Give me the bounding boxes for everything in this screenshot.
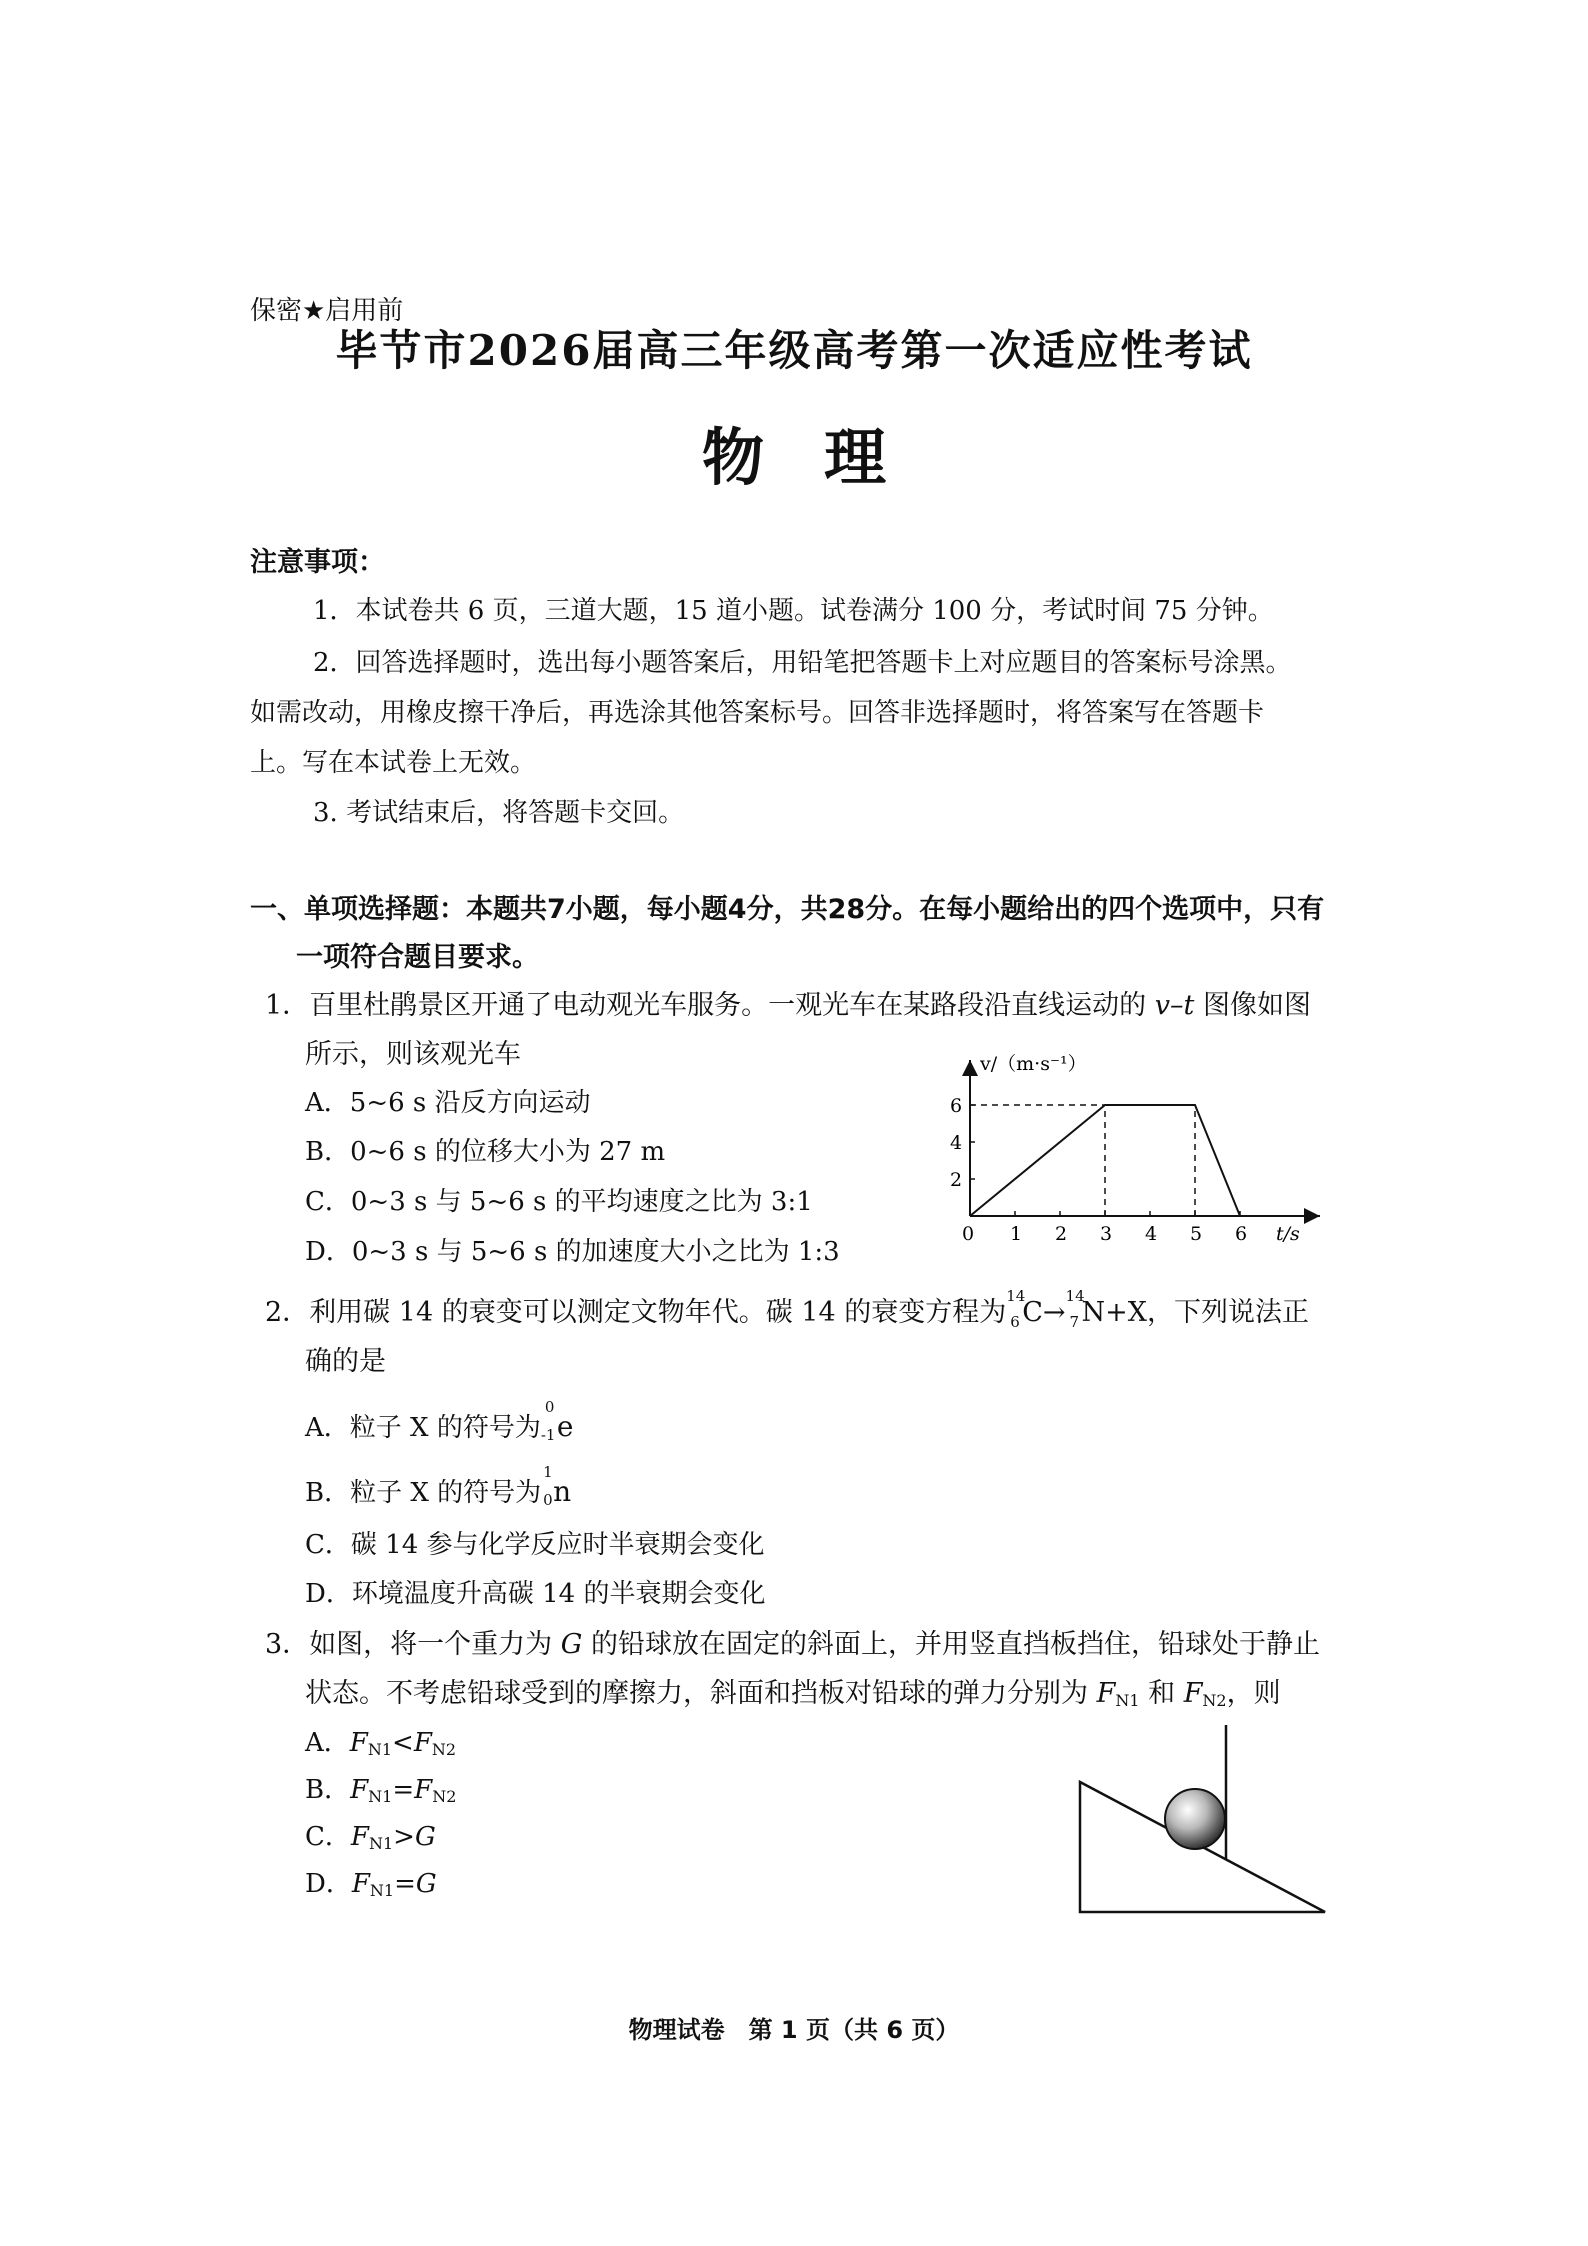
section-1-heading: 一、单项选择题：本题共7小题，每小题4分，共28分。在每小题给出的四个选项中，只有 bbox=[250, 894, 1325, 925]
arrow: → bbox=[1042, 1297, 1066, 1328]
section-1-heading-cont: 一项符合题目要求。 bbox=[296, 942, 539, 973]
y-axis-label: v/（m·s⁻¹） bbox=[980, 1053, 1087, 1075]
x-tick-label-1: 1 bbox=[1010, 1223, 1023, 1245]
subject-title: 物理 bbox=[701, 421, 946, 494]
page-footer: 物理试卷 第 1 页（共 6 页） bbox=[628, 2016, 960, 2044]
exam-title: 毕节市2026届高三年级高考第一次适应性考试 bbox=[335, 326, 1253, 375]
question-1 bbox=[265, 983, 1311, 1022]
q2-option-c: C．碳 14 参与化学反应时半衰期会变化 bbox=[305, 1530, 765, 1560]
question-number: 2． bbox=[265, 1297, 310, 1328]
question-3: 3．如图，将一个重力为 G 的铅球放在固定的斜面上，并用竖直挡板挡住，铅球处于静止 bbox=[265, 1629, 1320, 1660]
incline-diagram bbox=[1060, 1720, 1340, 1930]
electron-nuclide: 0 -1 e bbox=[540, 1398, 574, 1444]
question-number: 1． bbox=[265, 990, 310, 1021]
notice-item-3: 3. 考试结束后，将答题卡交回。 bbox=[313, 798, 685, 828]
notice-item-2-line-3: 上。写在本试卷上无效。 bbox=[250, 748, 537, 778]
question-text: 利用碳 14 的衰变可以测定文物年代。碳 14 的衰变方程为 bbox=[309, 1297, 1007, 1328]
question-text: ，下列说法正 bbox=[1147, 1297, 1310, 1328]
q1-option-a: A．5~6 s 沿反方向运动 bbox=[305, 1088, 591, 1118]
question-text: 百里杜鹃景区开通了电动观光车服务。一观光车在某路段沿直线运动的 bbox=[309, 990, 1155, 1021]
y-tick-labels bbox=[950, 1095, 975, 1191]
x-tick-label-3: 3 bbox=[1100, 1223, 1113, 1245]
q2-option-b: B．粒子 X 的符号为 1 0 n bbox=[305, 1463, 572, 1509]
question-2-line-2: 确的是 bbox=[305, 1346, 386, 1377]
notice-item-2-line-1: 2．回答选择题时，选出每小题答案后，用铅笔把答题卡上对应题目的答案标号涂黑。 bbox=[313, 648, 1292, 678]
y-tick-label-6: 6 bbox=[950, 1095, 963, 1117]
x-axis-label: t/s bbox=[1276, 1223, 1300, 1245]
x-tick-label-6: 6 bbox=[1235, 1223, 1248, 1245]
q3-option-d: D．$F_{N1}=G$ bbox=[305, 1869, 437, 1900]
notice-item-1: 1．本试卷共 6 页，三道大题，15 道小题。试卷满分 100 分，考试时间 75 分钟。 bbox=[313, 596, 1274, 626]
x-tick-label-4: 4 bbox=[1145, 1223, 1158, 1245]
carbon-14-nuclide: 14 6 C bbox=[1006, 1287, 1043, 1331]
vt-symbol: v–t bbox=[1154, 990, 1195, 1021]
lead-ball bbox=[1165, 1789, 1225, 1849]
q1-option-c: C．0~3 s 与 5~6 s 的平均速度之比为 3:1 bbox=[305, 1187, 813, 1217]
x-tick-label-5: 5 bbox=[1190, 1223, 1203, 1245]
question-3-line-2: 状态。不考虑铅球受到的摩擦力，斜面和挡板对铅球的弹力分别为 $F_{N1}$ 和 $F_{N2}$，则 bbox=[305, 1678, 1281, 1710]
x-tick-label-0: 0 bbox=[962, 1223, 975, 1245]
question-2 bbox=[265, 1287, 1310, 1331]
question-1-line-2: 所示，则该观光车 bbox=[305, 1039, 521, 1070]
question-text: 图像如图 bbox=[1194, 990, 1311, 1021]
q1-option-b: B．0~6 s 的位移大小为 27 m bbox=[305, 1137, 666, 1167]
question-number: 3． bbox=[265, 1629, 310, 1660]
equation-tail: +X bbox=[1105, 1297, 1148, 1328]
nitrogen-14-nuclide: 14 7 N bbox=[1065, 1287, 1106, 1331]
y-tick-label-2: 2 bbox=[950, 1169, 963, 1191]
notice-item-2-line-2: 如需改动，用橡皮擦干净后，再选涂其他答案标号。回答非选择题时，将答案写在答题卡 bbox=[250, 698, 1265, 728]
q3-option-a: A．$F_{N1}<F_{N2}$ bbox=[305, 1728, 457, 1759]
dashed-guides bbox=[970, 1105, 1195, 1216]
notice-heading: 注意事项： bbox=[250, 547, 385, 578]
q3-option-c: C．$F_{N1}>G$ bbox=[305, 1822, 436, 1853]
q1-option-d: D．0~3 s 与 5~6 s 的加速度大小之比为 1:3 bbox=[305, 1237, 840, 1267]
q3-option-b: B．$F_{N1}=F_{N2}$ bbox=[305, 1775, 457, 1806]
confidential-mark: 保密★启用前 bbox=[250, 296, 404, 326]
x-tick-label-2: 2 bbox=[1055, 1223, 1068, 1245]
y-tick-label-4: 4 bbox=[950, 1132, 963, 1154]
q2-option-a: A．粒子 X 的符号为 0 -1 e bbox=[305, 1398, 574, 1444]
q2-option-d: D．环境温度升高碳 14 的半衰期会变化 bbox=[305, 1579, 766, 1609]
neutron-nuclide: 1 0 n bbox=[543, 1463, 572, 1509]
vt-graph bbox=[940, 1040, 1340, 1250]
